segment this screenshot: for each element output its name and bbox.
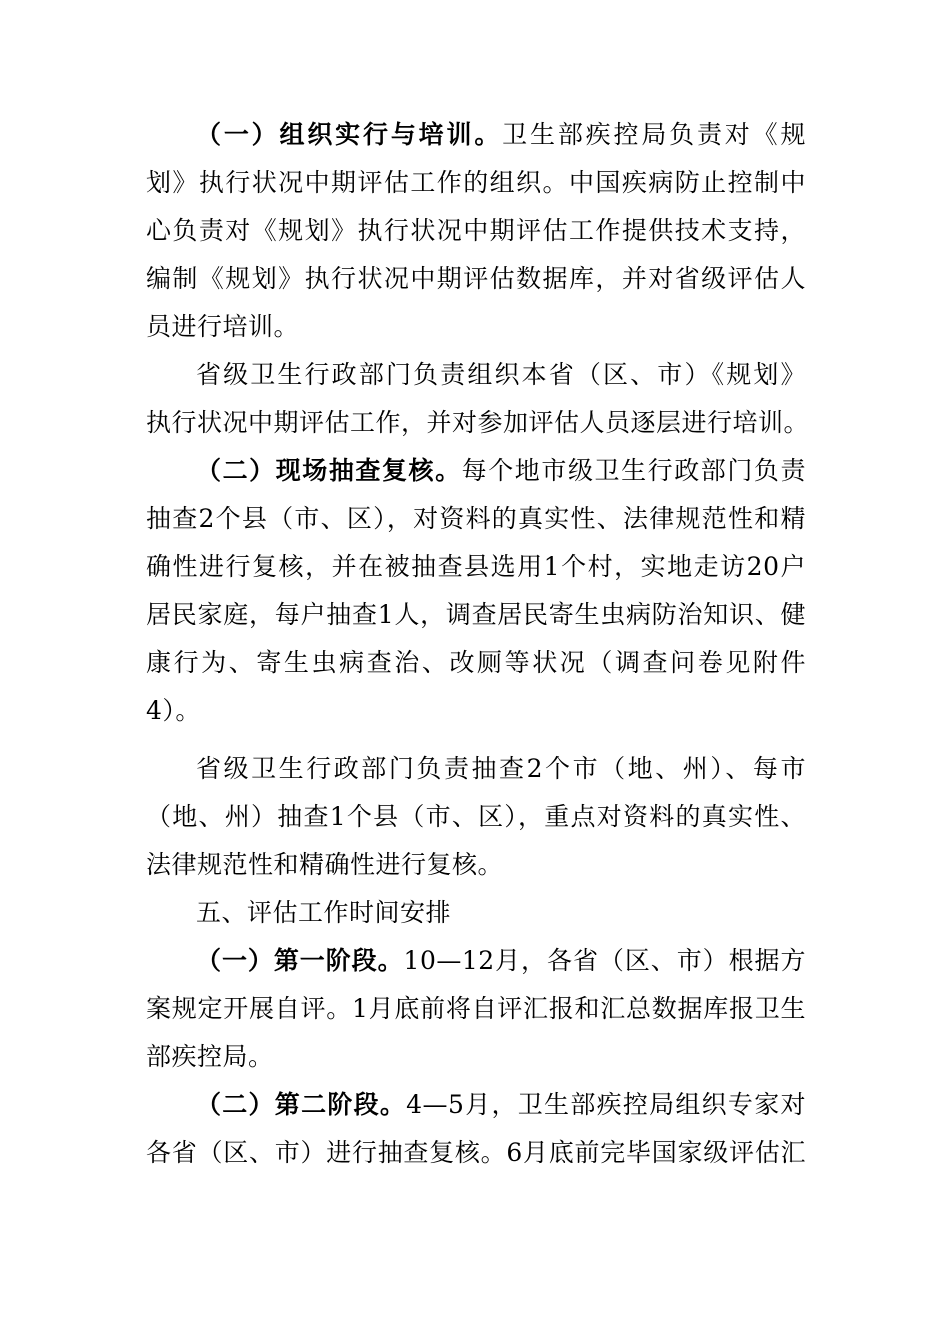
line-text: 省级卫生行政部门负责抽查2个市（地、州）、每市: [196, 754, 806, 783]
paragraph-line: [196, 454, 806, 488]
section-title: [196, 896, 806, 930]
paragraph-line: [146, 214, 806, 248]
line-text: 各省（区、市）进行抽查复核。6月底前完毕国家级评估汇: [146, 1138, 806, 1167]
paragraph-line: [196, 118, 806, 152]
paragraph-line: [146, 166, 806, 200]
line-text: 省级卫生行政部门负责组织本省（区、市）《规划》: [196, 360, 806, 389]
paragraph-line: [146, 800, 806, 834]
section-heading: （二）第二阶段。: [196, 1090, 407, 1119]
section-heading: （一）组织实行与培训。: [196, 120, 503, 149]
paragraph-line: [146, 262, 806, 296]
line-text: 执行状况中期评估工作，并对参加评估人员逐层进行培训。: [146, 408, 810, 437]
line-text: 4）。: [146, 696, 201, 725]
paragraph-line: [146, 598, 806, 632]
paragraph-line: [146, 502, 806, 536]
paragraph-line: [146, 310, 806, 344]
line-text: 心负责对《规划》执行状况中期评估工作提供技术支持，: [146, 216, 806, 245]
line-text: 卫生部疾控局负责对《规: [502, 120, 806, 149]
line-text: 确性进行复核，并在被抽查县选用1个村，实地走访20户: [146, 552, 806, 581]
section-heading: （二）现场抽查复核。: [196, 456, 462, 485]
line-text: 抽查2个县（市、区），对资料的真实性、法律规范性和精: [146, 504, 806, 533]
paragraph-line: [196, 358, 806, 392]
line-text: 10—12月，各省（区、市）根据方: [403, 946, 806, 975]
line-text: （地、州）抽查1个县（市、区），重点对资料的真实性、: [146, 802, 806, 831]
line-text: 居民家庭，每户抽查1人，调查居民寄生虫病防治知识、健: [146, 600, 806, 629]
line-text: 员进行培训。: [146, 312, 300, 341]
paragraph-line: [146, 694, 806, 728]
line-text: 编制《规划》执行状况中期评估数据库，并对省级评估人: [146, 264, 806, 293]
paragraph-line: [196, 1088, 806, 1122]
line-text: 每个地市级卫生行政部门负责: [461, 456, 806, 485]
paragraph-line: [146, 1136, 806, 1170]
line-text: 康行为、寄生虫病查治、改厕等状况（调查问卷见附件: [146, 648, 806, 677]
paragraph-line: [146, 550, 806, 584]
section-heading: （一）第一阶段。: [196, 946, 404, 975]
line-text: 案规定开展自评。1月底前将自评汇报和汇总数据库报卫生: [146, 994, 806, 1023]
paragraph-line: [196, 944, 806, 978]
paragraph-line: [146, 992, 806, 1026]
line-text: 法律规范性和精确性进行复核。: [146, 850, 504, 879]
paragraph-line: [146, 646, 806, 680]
line-text: 4—5月，卫生部疾控局组织专家对: [406, 1090, 806, 1119]
paragraph-line: [146, 848, 806, 882]
paragraph-line: [146, 406, 810, 440]
line-text: 划》执行状况中期评估工作的组织。中国疾病防止控制中: [146, 168, 806, 197]
line-text: 部疾控局。: [146, 1042, 274, 1071]
line-text: 五、评估工作时间安排: [196, 898, 452, 927]
paragraph-line: [146, 1040, 806, 1074]
paragraph-line: [196, 752, 806, 786]
